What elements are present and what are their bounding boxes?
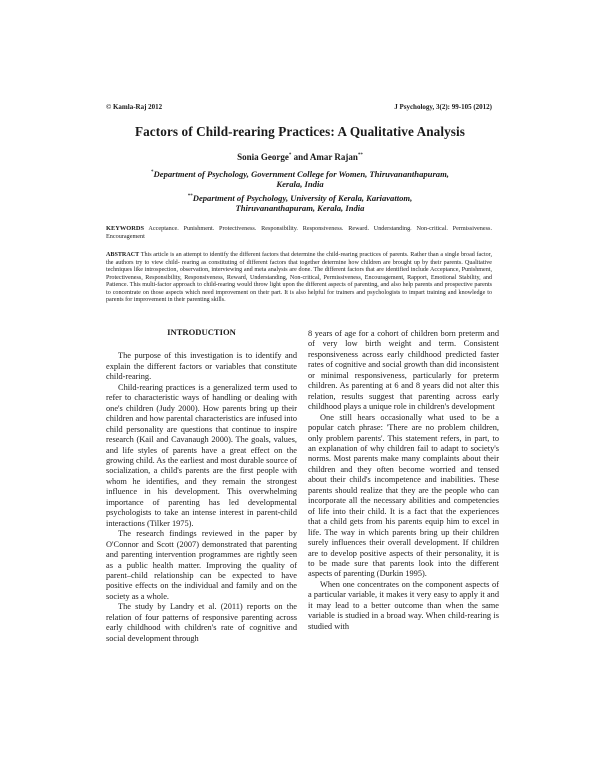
journal-citation: J Psychology, 3(2): 99-105 (2012) — [394, 103, 492, 111]
affiliation — [150, 192, 450, 214]
paragraph: 8 years of age for a cohort of children born preterm and of very low birth weight and term. Consistent responsiveness across early childhood predicted faster rates of cognitive and social growth than did inconsistent or minimal responsiveness, particularly for preterm children. As parenting at 6 and 8 years did not alter this relation, results suggest that parenting across early childhood plays a unique role in children's development — [308, 329, 499, 412]
paragraph: The research findings reviewed in the paper by O'Connor and Scott (2007) demonstrated that parenting and parenting intervention programmes are rightly seen as a public health matter. Improving the quality of parent–child relationship can be expected to have positive effects on the individual and family and on the society as a whole. — [106, 529, 297, 601]
keywords-label: KEYWORDS — [106, 225, 144, 232]
abstract-label: ABSTRACT — [106, 252, 140, 258]
affiliation-text: Department of Psychology, Government College for Women, Thiruvananthapuram, Kerala, India — [153, 168, 449, 190]
paragraph: The purpose of this investigation is to identify and explain the different factors or variables that constitute child-rearing. — [106, 351, 297, 382]
author-name: Amar Rajan — [309, 152, 358, 162]
paragraph: When one concentrates on the component aspects of a particular variable, it makes it very easy to apply it and it may lead to a better outcome than when the same variable is studied in a broad way. When child-rearing is studied with — [308, 579, 499, 631]
affiliation-mark: * — [151, 170, 154, 175]
paragraph: One still hears occasionally what used to be a popular catch phrase: 'There are no problem children, only problem parents'. This statement refers, in part, to an explanation of why children fail to adapt to society's norms. Most parents make many complaints about their children and they often become worried and tensed about their child's incompetence and inabilities. These parents should realize that they are the people who can incorporate all the necessary abilities and competencies of life into their child. It is a fact that the experiences that a child gets from his parents equip him to excel in life. The way in which parents bring up their children surely influences their overall development. If children are to develop positive aspects of their personality, it is to be made sure that parents look into the different aspects of parenting (Durkin 1995). — [308, 412, 499, 579]
section-heading: INTRODUCTION — [167, 327, 236, 337]
author-mark: * — [288, 153, 292, 158]
paragraph: The study by Landry et al. (2011) reports on the relation of four patterns of responsive parenting across early childhood with children's rate of cognitive and social development through — [106, 602, 297, 643]
keywords-text: Acceptance. Punishment. Protectiveness. Responsibility. Responsiveness. Reward. Understanding. Non-critical. Permissiveness. Encouragement — [106, 225, 492, 241]
keywords-block — [106, 225, 492, 242]
author-name: Sonia George — [237, 152, 289, 162]
affiliation — [150, 168, 450, 190]
running-head — [106, 103, 492, 111]
abstract-block — [106, 252, 492, 305]
left-column — [106, 327, 297, 644]
affiliation-text: Department of Psychology, University of Kerala, Kariavattom, Thiruvananthapuram, Kerala, India — [192, 192, 413, 214]
paragraph: Child-rearing practices is a generalized term used to refer to characteristic ways of handling or dealing with one's children (Judy 2000). How parents bring up their children and how parental characteristics are infused into child personality are questions that continue to inspire research (Kail and Cavanaugh 2000). The goals, values, and life styles of parents have a great effect on the growing child. As the earliest and most durable source of socialization, a child's parents are the first people with whom he identifies, and they remain the strongest influence in his development. This overwhelming importance of parenting has led developmental psychologists to take an intense interest in parent-child interactions (Tilker 1975). — [106, 382, 297, 528]
author-conjunction: and — [291, 152, 310, 162]
right-column — [308, 329, 499, 632]
copyright-notice: © Kamla-Raj 2012 — [106, 103, 163, 111]
article-title: Factors of Child-rearing Practices: A Qualitative Analysis — [134, 124, 466, 139]
author-mark: ** — [357, 153, 363, 158]
author-line — [60, 152, 540, 162]
affiliation-mark: ** — [187, 194, 193, 199]
abstract-text: This article is an attempt to identify the different factors that determine the child-rearing practices of parents. Rather than a single broad factor, the authors try to view child- rearing as constituting of different factors that together determine how children are brought up by their parents. Qualitative techniques like introspection, observation, interviewing and meta analysis are done. The different factors that are identified include Acceptance, Punishment, Protectiveness, Responsibility, Responsiveness, Reward, Understanding, Non-critical, Permissiveness, Encouragement, Rapport, Emotional Stability, and Patience. This multi-factor approach to child-rearing would throw light upon the different aspects of parenting, and also help parents and prospective parents to concentrate on those aspects which need improvement on their part. It is also helpful for trainers and psychologists to impart training and knowledge to parents for improvement in their parenting skills. — [106, 252, 492, 304]
